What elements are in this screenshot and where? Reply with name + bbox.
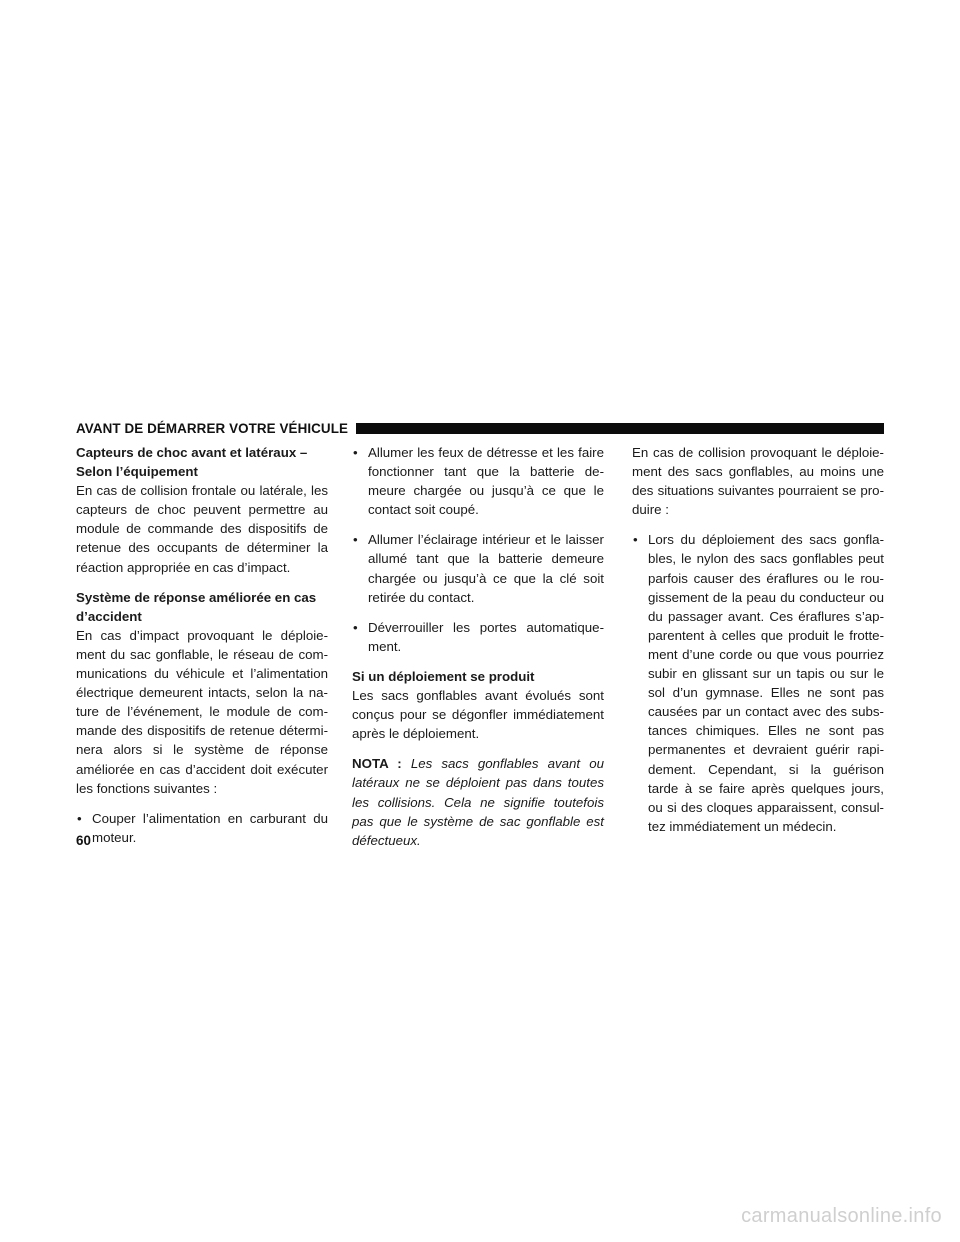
bullet-icon: • [353, 445, 358, 460]
paragraph-deployment: Les sacs gonflables avant évolués sont conçus pour se dégonfler immédiatement après le déploiement. [352, 688, 604, 742]
list-item [352, 618, 604, 656]
list-item [76, 809, 328, 847]
paragraph-crash-sensors: En cas de collision frontale ou latérale, les capteurs de choc peuvent permettre au module de commande des dispositifs de retenue des occupants de déterminer la réaction appropriée en cas d’impact. [76, 483, 328, 575]
note-label: NOTA : [352, 756, 402, 772]
note-text: Les sacs gonflables avant ou latéraux ne se déploient pas dans toutes les collisions. Cela ne signifie toutefois pas que le système de sac gonflable est défectueux. [352, 756, 604, 848]
list-item [632, 530, 884, 836]
paragraph-enhanced-response: En cas d’impact provoquant le déploie-ment du sac gonflable, le réseau de com-munications du véhicule et l’alimentation électrique demeurent intacts, selon la na-ture de l’événement, le module de com-mande des dispositifs de retenue détermi-nera alors si le système de réponse améliorée en cas d’accident doit exécuter les fonctions suivantes : [76, 627, 328, 796]
column-2 [352, 443, 604, 850]
list-item-text: Lors du déploiement des sacs gonfla-bles, le nylon des sacs gonflables peut parfois causer des éraflures ou le rou-gissement de la peau du conducteur ou du passager avant. Ces éraflures s’ap-parentent à celles que produit le frotte-ment d’une corde ou que vous pourriez subir en glissant sur un tapis ou sur le sol d’un gymnase. Elles ne sont pas causées par un contact avec des subs-tances chimiques. Elles ne sont pas permanentes et devraient guérir rapi-dement. Cependant, si la guérison tarde à se faire après quelques jours, ou si des cloques apparaissent, consul-tez immédiatement un médecin. [648, 532, 884, 834]
bullet-icon: • [77, 810, 82, 826]
column-3 [632, 443, 884, 847]
note-block [352, 754, 604, 849]
bullet-icon: • [633, 532, 638, 548]
column-1 [76, 443, 328, 858]
list-item-text: Allumer l’éclairage intérieur et le laisser allumé tant que la batterie demeure chargée ou jusqu’à ce que la clé soit retirée du contact. [368, 532, 604, 605]
heading-crash-sensors: Capteurs de choc avant et latéraux – Selon l’équipement [76, 445, 308, 480]
heading-enhanced-response: Système de réponse améliorée en cas d’accident [76, 589, 317, 624]
bullet-icon: • [353, 619, 358, 635]
watermark: carmanualsonline.info [741, 1205, 942, 1227]
heading-deployment: Si un déploiement se produit [352, 668, 535, 684]
bullet-icon: • [353, 532, 358, 548]
paragraph-collision-effects: En cas de collision provoquant le déploie-ment des sacs gonflables, au moins une des situations suivantes pourraient se pro-duire : [632, 445, 884, 518]
section-header [76, 417, 884, 439]
page-number: 60 [76, 833, 91, 848]
header-rule [356, 423, 884, 434]
list-item-text: Allumer les feux de détresse et les faire fonctionner tant que la batterie de-meure chargée ou jusqu’à ce que le contact soit coupé. [368, 445, 604, 518]
section-title: AVANT DE DÉMARRER VOTRE VÉHICULE [76, 420, 349, 436]
list-item-text: Déverrouiller les portes automatique-ment. [368, 619, 604, 654]
list-item [352, 443, 604, 519]
list-item [352, 530, 604, 606]
list-item-text: Couper l’alimentation en carburant du moteur. [92, 810, 328, 845]
